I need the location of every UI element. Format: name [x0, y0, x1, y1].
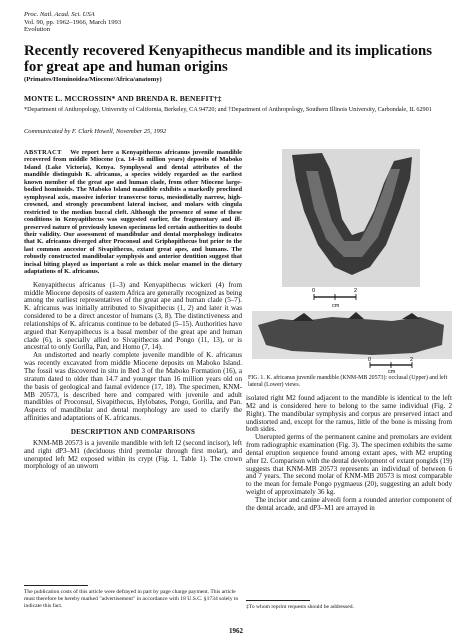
author-line: MONTE L. MCCROSSIN* AND BRENDA R. BENEFIT†‡: [24, 94, 222, 103]
figure-caption: FIG. 1. K. africanus juvenile mandible (KNM-MB 20573): occlusal (Upper) and left lateral (Lower) views.: [248, 375, 448, 389]
scale-bottom-unit: cm: [388, 369, 396, 373]
journal-name: Proc. Natl. Acad. Sci. USA: [24, 11, 95, 18]
mandible-photographs: [252, 149, 452, 373]
keywords: (Primates/Hominoidea/Miocene/Africa/anatomy): [24, 76, 162, 83]
right-column: [246, 395, 452, 513]
scale-top-unit: cm: [332, 303, 340, 309]
right-paragraph-2: Unerupted germs of the permanent canine and premolars are evident from radiographic examination (Fig. 3). The specimen exhibits the same dental eruption sequence found among extant apes, with M2 erupting after I2. Comparison with the dental development of extant pongids (19) suggests that KNM-MB 20573 represents an individual of between 6 and 7 years. The second molar of KNM-MB 20573 is most comparable to the mean for female Pongo pygmaeus (20), suggesting an adult body weight of approximately 36 kg.: [246, 433, 452, 497]
reprint-footnote: ‡To whom reprint requests should be addressed.: [246, 604, 354, 610]
journal-section: Evolution: [24, 26, 51, 34]
description-paragraph: KNM-MB 20573 is a juvenile mandible with left I2 (second incisor), left and right dP3–M1 (deciduous third premolar through first molar), and unerupted left M2 exposed within its crypt (Fig. 1, Table 1). The crown morphology of an unworn: [24, 438, 242, 471]
affiliation: *Department of Anthropology, University of California, Berkeley, CA 94720; and †Department of Anthropology, Southern Illinois University, Carbondale, IL 62901: [24, 106, 432, 113]
footnote-rule-right: [246, 600, 310, 601]
publication-cost-footnote: The publication costs of this article were defrayed in part by page charge payment. This article must therefore be hereby marked "advertisement" in accordance with 18 U.S.C. §1734 solely to indicate this fact.: [24, 589, 239, 609]
left-column: [24, 149, 242, 471]
abstract: [24, 149, 242, 276]
intro-paragraph-2: An undistorted and nearly complete juvenile mandible of K. africanus was recently excavated from middle Miocene deposits on Maboko Island. The fossil was discovered in situ in Bed 3 of the Maboko Formation (16), a stratum dated to older than 14.7 and younger than 16 million years old on the basis of geological and faunal evidence (17, 18). The specimen, KNM-MB 20573, is described here and compared with juvenile and adult mandibles of Proconsul, Sivapithecus, Hylobates, Pongo, Gorilla, and Pan. Aspects of mandibular and dental morphology are used to clarify the affinities and adaptations of K. africanus.: [24, 351, 242, 423]
section-heading: DESCRIPTION AND COMPARISONS: [70, 427, 196, 436]
page-number: 1962: [229, 627, 243, 635]
footnote-rule-left: [24, 585, 88, 586]
scale-bottom-zero: 0: [368, 357, 372, 363]
intro-paragraph-1: Kenyapithecus africanus (1–3) and Kenyapithecus wickeri (4) from middle Miocene deposits of eastern Africa are generally recognized as being among the earliest representatives of the great ape and human clade (5–7). K. africanus was initially attributed to Sivapithecus (1, 2) and later it was considered to be a direct ancestor of humans (3, 8). The distinctiveness and relationships of K. africanus continue to be debated (5–15). Authorities have argued that Kenyapithecus is a basal member of the great ape and human clade (6), is specially allied to Sivapithecus and Pongo (11, 13), or is ancestral to only Gorilla, Pan, and Homo (7, 14).: [24, 280, 242, 352]
abstract-text: We report here a Kenyapithecus africanus juvenile mandible recovered from middle Miocene (ca. 14–16 million years) deposits of Maboko Island (Lake Victoria), Kenya. Symphyseal and dental attributes of the mandible distinguish K. africanus, a species widely regarded as the earliest known member of the great ape and human clade, from other Miocene large-bodied hominoids. The Maboko Island mandible exhibits a markedly proclined symphyseal axis, massive inferior transverse torus, mesiodistally narrow, high-crowned, and strongly procumbent lateral incisor, and molars with cingula restricted to the median buccal cleft. Although the presence of some of these conditions in Kenyapithecus was suggested earlier, the fragmentary and ill-preserved nature of previously known specimens led certain authorities to doubt their validity. Our assessment of mandibular and dental morphology indicates that K. africanus diverged after Proconsul and Griphopithecus but prior to the last common ancestor of Sivapithecus, extant great apes, and humans. The robustly constructed mandibular symphysis and anterior dentition suggest that incisal biting played as important a role as thick molar enamel in the dietary adaptations of K. africanus.: [24, 149, 242, 276]
lateral-view-mandible: [258, 317, 444, 355]
scale-top-two: 2: [354, 288, 358, 294]
scale-bottom-two: 2: [410, 357, 414, 363]
journal-volume: Vol. 90, pp. 1962–1966, March 1993: [24, 18, 122, 26]
figure-1: [252, 149, 452, 373]
journal-header: [24, 11, 121, 34]
communicated-by: Communicated by F. Clark Howell, November 25, 1992: [24, 128, 167, 135]
article-title: Recently recovered Kenyapithecus mandible and its implications for great ape and human origins: [24, 43, 433, 75]
right-paragraph-1: isolated right M2 found adjacent to the mandible is identical to the left M2 and is considered here to belong to the same individual (Fig. 2 Right). The mandibular symphysis and corpus are preserved intact and undistorted and, except for the ramus, little of the bone is missing from both sides.: [246, 394, 452, 434]
scale-top-zero: 0: [312, 288, 316, 294]
abstract-label: ABSTRACT: [24, 149, 62, 156]
right-paragraph-3: The incisor and canine alveoli form a rounded anterior component of the dental arcade, and dP3–M1 are arrayed in: [246, 495, 452, 512]
